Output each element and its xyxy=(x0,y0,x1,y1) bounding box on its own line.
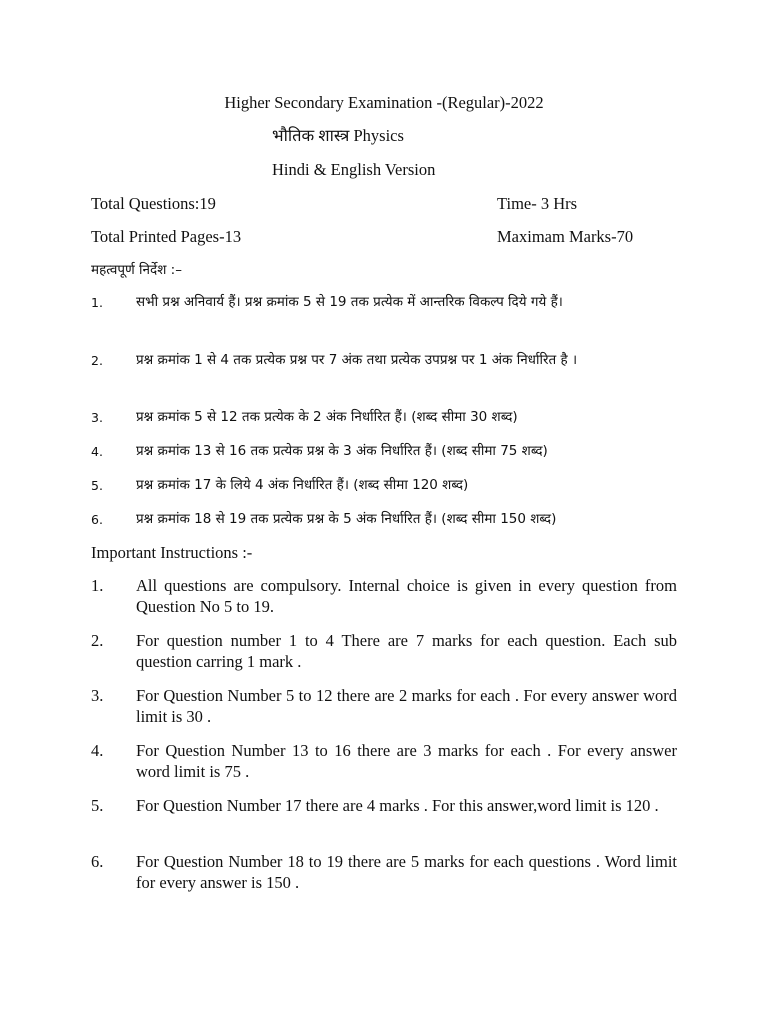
item-text: प्रश्न क्रमांक 18 से 19 तक प्रत्येक प्रश्न के 5 अंक निर्धारित हैं। (शब्द सीमा 150 शब्द) xyxy=(136,511,557,527)
item-text: प्रश्न क्रमांक 5 से 12 तक प्रत्येक के 2 अंक निर्धारित हैं। (शब्द सीमा 30 शब्द) xyxy=(136,409,518,425)
item-number: 2. xyxy=(91,631,104,650)
item-number: 6. xyxy=(91,852,104,871)
exam-time: Time- 3 Hrs xyxy=(497,194,578,213)
item-number: 3. xyxy=(91,410,103,425)
version-line: Hindi & English Version xyxy=(272,160,436,179)
item-number: 1. xyxy=(91,295,103,310)
item-number: 2. xyxy=(91,353,103,368)
item-text: For Question Number 5 to 12 there are 2 marks for each . For every answer word limit is 30 . xyxy=(136,686,677,726)
item-text: For Question Number 13 to 16 there are 3 marks for each . For every answer word limit is 75 . xyxy=(136,741,677,781)
subject-line: भौतिक शास्त्र Physics xyxy=(272,126,404,145)
item-number: 4. xyxy=(91,444,103,459)
item-number: 1. xyxy=(91,576,104,595)
english-instructions-heading: Important Instructions :- xyxy=(91,543,253,562)
total-printed-pages: Total Printed Pages-13 xyxy=(91,227,242,246)
item-text: प्रश्न क्रमांक 13 से 16 तक प्रत्येक प्रश्न के 3 अंक निर्धारित हैं। (शब्द सीमा 75 शब्द) xyxy=(136,443,548,459)
exam-title: Higher Secondary Examination -(Regular)-2022 xyxy=(224,93,544,112)
item-text: For question number 1 to 4 There are 7 marks for each question. Each sub question carring 1 mark . xyxy=(136,631,677,671)
item-text: For Question Number 18 to 19 there are 5 marks for each questions . Word limit for every answer is 150 . xyxy=(136,852,677,892)
total-questions: Total Questions:19 xyxy=(91,194,216,213)
item-text: प्रश्न क्रमांक 17 के लिये 4 अंक निर्धारित हैं। (शब्द सीमा 120 शब्द) xyxy=(136,477,469,493)
item-number: 4. xyxy=(91,741,104,760)
item-number: 5. xyxy=(91,478,103,493)
item-number: 3. xyxy=(91,686,104,705)
item-text: प्रश्न क्रमांक 1 से 4 तक प्रत्येक प्रश्न पर 7 अंक तथा प्रत्येक उपप्रश्न पर 1 अंक निर्धारित है । xyxy=(136,352,578,368)
item-text: For Question Number 17 there are 4 marks . For this answer,word limit is 120 . xyxy=(136,796,659,815)
item-number: 5. xyxy=(91,796,104,815)
maximum-marks: Maximam Marks-70 xyxy=(497,227,634,246)
item-number: 6. xyxy=(91,512,103,527)
item-text: All questions are compulsory. Internal choice is given in every question from Question No 5 to 19. xyxy=(136,576,677,616)
item-text: सभी प्रश्न अनिवार्य हैं। प्रश्न क्रमांक 5 से 19 तक प्रत्येक में आन्तरिक विकल्प दिये गये हैं। xyxy=(136,294,563,310)
hindi-instructions-heading: महत्वपूर्ण निर्देश :– xyxy=(91,262,182,278)
